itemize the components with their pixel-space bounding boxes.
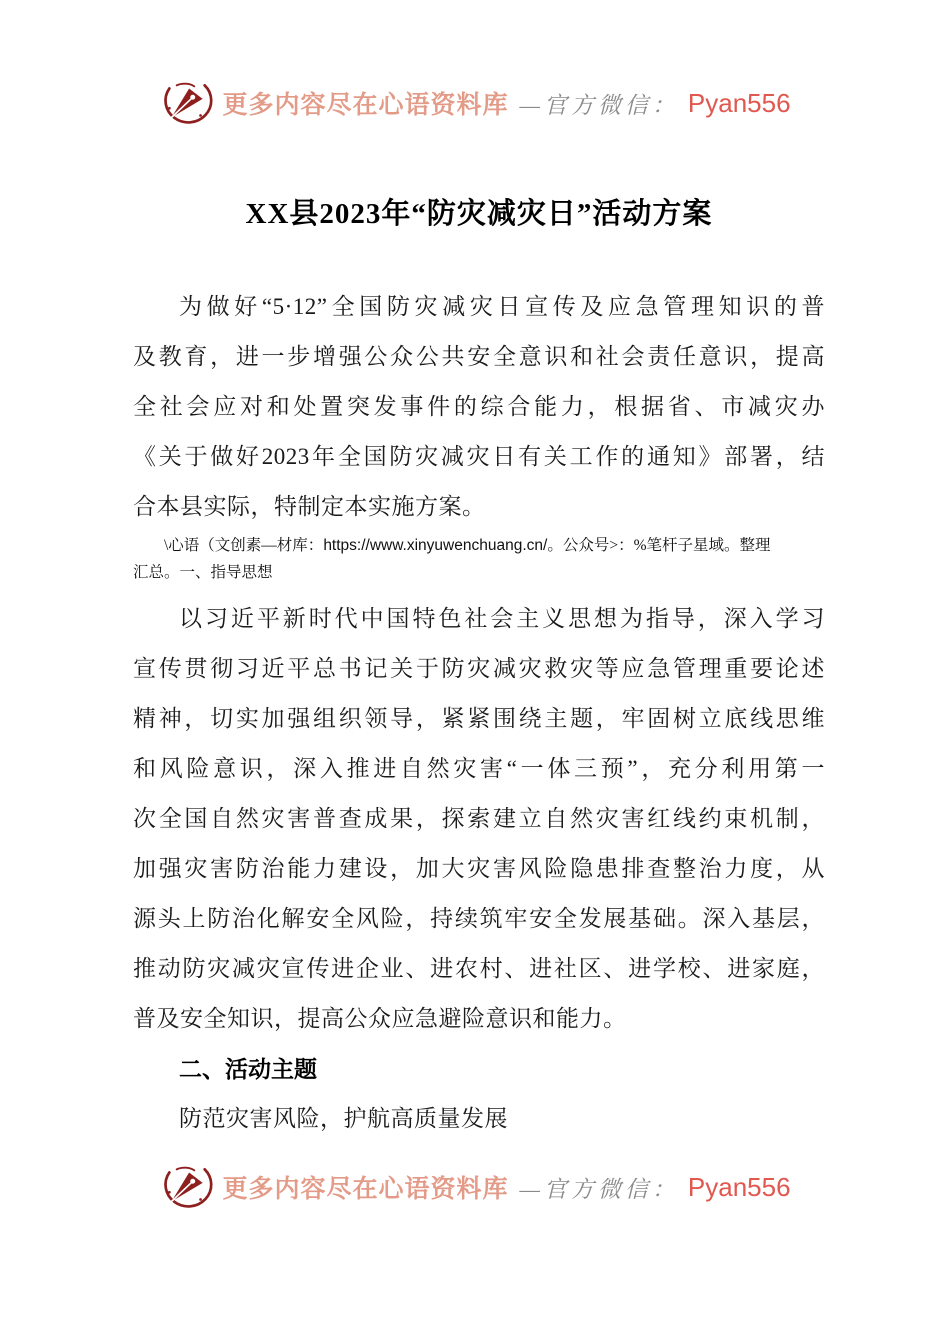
wechat-label: —官方微信： (519, 1176, 679, 1202)
text-line: 普及安全知识，提高公众应急避险意识和能力。 (133, 1006, 627, 1031)
text-line: 次全国自然灾害普查成果，探索建立自然灾害红线约束机制， (133, 806, 825, 831)
paragraph-2 (133, 594, 825, 1044)
header-banner (0, 0, 950, 130)
document-title: XX县2023年“防灾减灾日”活动方案 (245, 198, 713, 230)
wechat-id: Pyan556 (687, 87, 791, 118)
source-note (133, 532, 825, 586)
note-suffix: 。公众号>：%笔杆子星域。整理 (547, 537, 771, 554)
footer-banner (0, 1160, 950, 1214)
section-2-theme: 防范灾害风险，护航高质量发展 (179, 1106, 508, 1131)
source-note-line-2: 汇总。一、指导思想 (133, 564, 273, 581)
pen-swirl-logo-icon (159, 76, 213, 130)
text-line: 精神，切实加强组织领导，紧紧围绕主题，牢固树立底线思维 (133, 706, 825, 731)
wechat-id: Pyan556 (687, 1171, 791, 1202)
text-line: 及教育，进一步增强公众公共安全意识和社会责任意识，提高 (133, 344, 825, 369)
brand-text: 更多内容尽在心语资料库 (222, 1176, 509, 1203)
text-line: 源头上防治化解安全风险，持续筑牢安全发展基础。深入基层， (133, 906, 825, 931)
text-line: 合本县实际，特制定本实施方案。 (133, 494, 486, 519)
text-line: 推动防灾减灾宣传进企业、进农村、进社区、进学校、进家庭， (133, 956, 825, 981)
document-body (133, 192, 825, 1144)
source-url-link[interactable]: https://www.xinyuwenchuang.cn/ (323, 537, 548, 554)
text-line: 和风险意识，深入推进自然灾害“一体三预”，充分利用第一 (133, 756, 825, 781)
wechat-label: —官方微信： (519, 92, 679, 118)
source-note-line-1 (133, 532, 825, 559)
note-prefix: \心语（文创素—材库： (164, 537, 324, 554)
text-line: 宣传贯彻习近平总书记关于防灾减灾救灾等应急管理重要论述 (133, 656, 825, 681)
text-line: 为做好“5·12”全国防灾减灾日宣传及应急管理知识的普 (179, 294, 825, 319)
pen-swirl-logo-icon (159, 1160, 213, 1214)
text-line: 全社会应对和处置突发事件的综合能力，根据省、市减灾办 (133, 394, 825, 419)
paragraph-1 (133, 282, 825, 532)
brand-text: 更多内容尽在心语资料库 (222, 92, 509, 119)
text-line: 《关于做好2023年全国防灾减灾日有关工作的通知》部署，结 (133, 444, 825, 469)
text-line: 加强灾害防治能力建设，加大灾害风险隐患排查整治力度，从 (133, 856, 825, 881)
text-line: 以习近平新时代中国特色社会主义思想为指导，深入学习 (179, 606, 825, 631)
section-2-heading: 二、活动主题 (179, 1056, 317, 1082)
